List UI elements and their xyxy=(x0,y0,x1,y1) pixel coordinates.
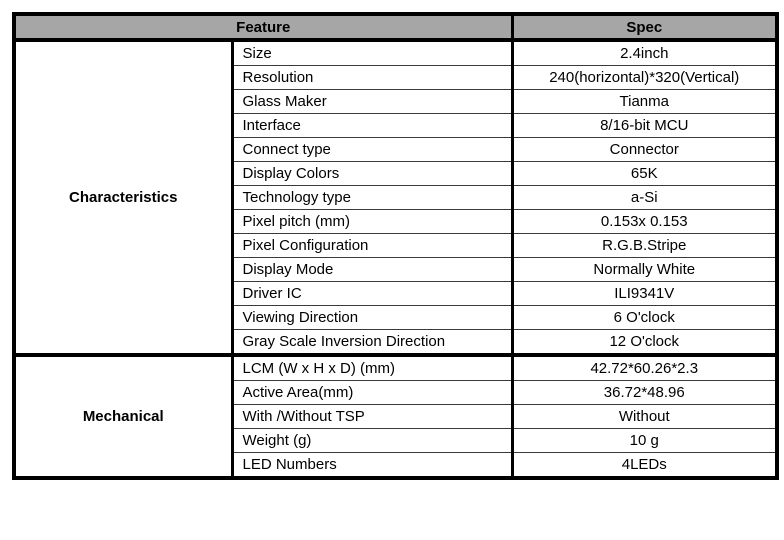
feature-cell: With /Without TSP xyxy=(232,405,512,429)
feature-cell: Active Area(mm) xyxy=(232,381,512,405)
feature-cell: Technology type xyxy=(232,186,512,210)
feature-cell: LED Numbers xyxy=(232,453,512,479)
group-mechanical: Mechanical xyxy=(14,355,232,478)
spec-cell: R.G.B.Stripe xyxy=(512,234,777,258)
spec-cell: 36.72*48.96 xyxy=(512,381,777,405)
feature-cell: Pixel pitch (mm) xyxy=(232,210,512,234)
spec-cell: Normally White xyxy=(512,258,777,282)
spec-cell: Tianma xyxy=(512,90,777,114)
table-row xyxy=(14,40,777,66)
header-spec: Spec xyxy=(512,14,777,40)
spec-cell: 2.4inch xyxy=(512,40,777,66)
feature-cell: Display Mode xyxy=(232,258,512,282)
group-characteristics: Characteristics xyxy=(14,40,232,355)
feature-cell: Pixel Configuration xyxy=(232,234,512,258)
spec-cell: 12 O'clock xyxy=(512,330,777,356)
feature-cell: Viewing Direction xyxy=(232,306,512,330)
feature-cell: Display Colors xyxy=(232,162,512,186)
header-row xyxy=(14,14,777,40)
spec-cell: 240(horizontal)*320(Vertical) xyxy=(512,66,777,90)
feature-cell: Glass Maker xyxy=(232,90,512,114)
spec-cell: ILI9341V xyxy=(512,282,777,306)
feature-cell: Weight (g) xyxy=(232,429,512,453)
table-row xyxy=(14,355,777,381)
spec-cell: a-Si xyxy=(512,186,777,210)
spec-table xyxy=(12,12,779,480)
feature-cell: Size xyxy=(232,40,512,66)
spec-cell: 6 O'clock xyxy=(512,306,777,330)
feature-cell: Gray Scale Inversion Direction xyxy=(232,330,512,356)
spec-cell: 42.72*60.26*2.3 xyxy=(512,355,777,381)
spec-cell: 4LEDs xyxy=(512,453,777,479)
header-feature: Feature xyxy=(14,14,512,40)
feature-cell: LCM (W x H x D) (mm) xyxy=(232,355,512,381)
feature-cell: Resolution xyxy=(232,66,512,90)
spec-cell: Without xyxy=(512,405,777,429)
feature-cell: Driver IC xyxy=(232,282,512,306)
feature-cell: Connect type xyxy=(232,138,512,162)
spec-cell: Connector xyxy=(512,138,777,162)
spec-cell: 8/16-bit MCU xyxy=(512,114,777,138)
spec-cell: 10 g xyxy=(512,429,777,453)
feature-cell: Interface xyxy=(232,114,512,138)
spec-cell: 0.153x 0.153 xyxy=(512,210,777,234)
spec-cell: 65K xyxy=(512,162,777,186)
